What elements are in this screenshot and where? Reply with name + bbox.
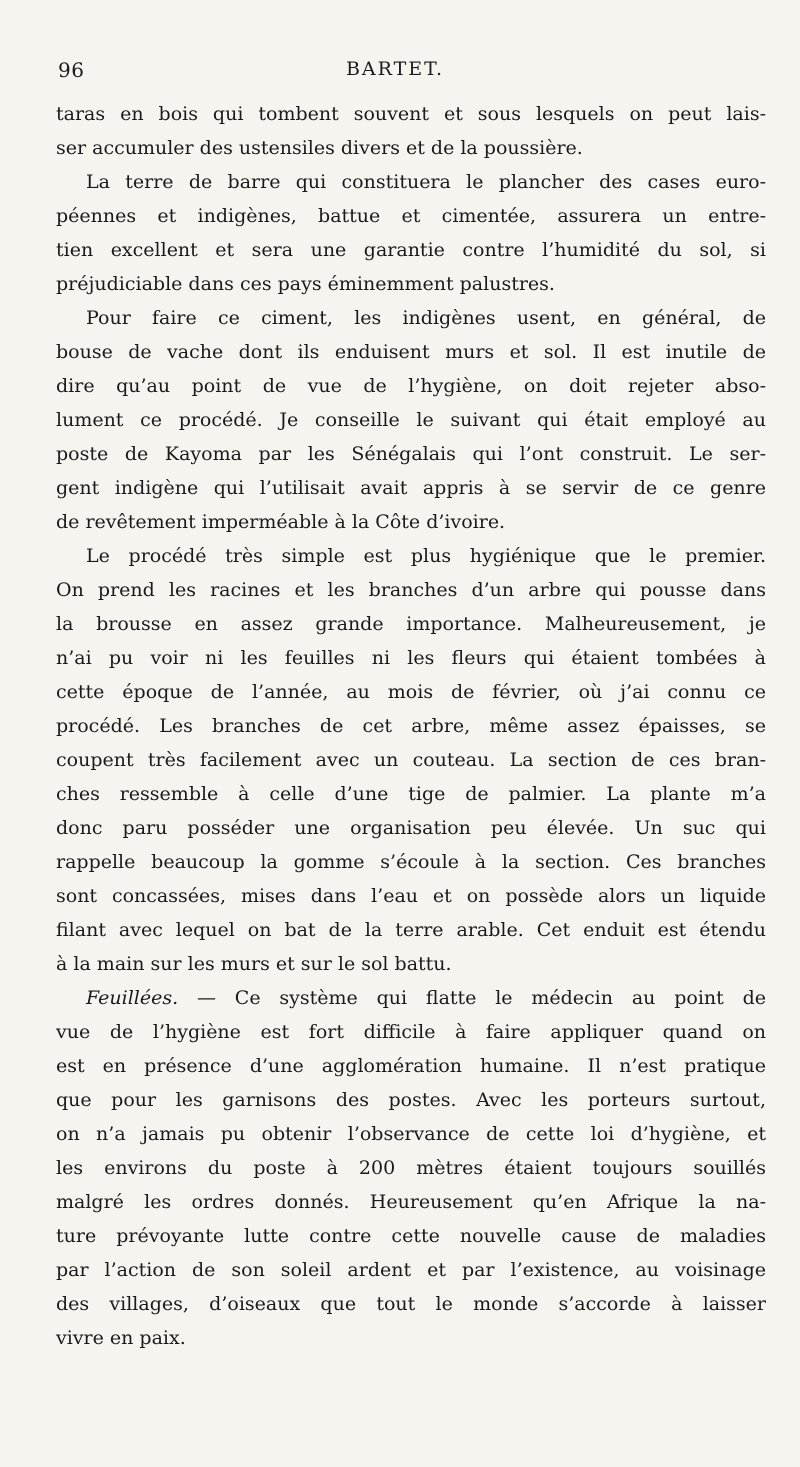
text-line	[56, 743, 766, 777]
line-text: Pour faire ce ciment, les indigènes usent, en général, de	[86, 307, 766, 329]
text-line	[56, 845, 766, 879]
text-line	[56, 1185, 766, 1219]
text-line	[56, 1287, 766, 1321]
text-line	[56, 879, 766, 913]
line-text: coupent très facilement avec un couteau. La section de ces bran-	[56, 749, 766, 771]
line-text: taras en bois qui tombent souvent et sous lesquels on peut lais-	[56, 103, 766, 125]
text-line	[56, 437, 766, 471]
text-line	[56, 131, 766, 165]
text-line	[56, 981, 766, 1015]
line-text: vue de l’hygiène est fort difficile à faire appliquer quand on	[56, 1021, 766, 1043]
line-text: à la main sur les murs et sur le sol battu.	[56, 953, 452, 975]
text-line	[56, 641, 766, 675]
paragraph	[56, 539, 766, 981]
text-line	[56, 709, 766, 743]
line-text: on n’a jamais pu obtenir l’observance de cette loi d’hygiène, et	[56, 1123, 766, 1145]
text-line	[56, 165, 766, 199]
line-text: que pour les garnisons des postes. Avec les porteurs surtout,	[56, 1089, 766, 1111]
text-line	[56, 505, 766, 539]
text-line	[56, 301, 766, 335]
line-text: est en présence d’une agglomération humaine. Il n’est pratique	[56, 1055, 766, 1077]
text-line	[56, 1117, 766, 1151]
line-text: vivre en paix.	[56, 1327, 186, 1349]
text-line	[56, 1049, 766, 1083]
line-text: filant avec lequel on bat de la terre arable. Cet enduit est étendu	[56, 919, 766, 941]
line-text: rappelle beaucoup la gomme s’écoule à la section. Ces branches	[56, 851, 766, 873]
line-text: n’ai pu voir ni les feuilles ni les fleurs qui étaient tombées à	[56, 647, 766, 669]
line-text: cette époque de l’année, au mois de février, où j’ai connu ce	[56, 681, 766, 703]
text-line	[56, 811, 766, 845]
line-text: ture prévoyante lutte contre cette nouvelle cause de maladies	[56, 1225, 766, 1247]
running-head: BARTET.	[345, 58, 445, 80]
paragraph	[56, 301, 766, 539]
page-header	[58, 58, 732, 88]
text-line	[56, 403, 766, 437]
text-line	[56, 471, 766, 505]
line-text: procédé. Les branches de cet arbre, même assez épaisses, se	[56, 715, 766, 737]
page-number: 96	[58, 58, 85, 82]
line-text: dire qu’au point de vue de l’hygiène, on doit rejeter abso-	[56, 375, 766, 397]
text-line	[56, 777, 766, 811]
line-text: bouse de vache dont ils enduisent murs et sol. Il est inutile de	[56, 341, 766, 363]
text-line	[56, 335, 766, 369]
line-text: On prend les racines et les branches d’un arbre qui pousse dans	[56, 579, 766, 601]
line-text: de revêtement imperméable à la Côte d’ivoire.	[56, 511, 506, 533]
paragraph	[56, 97, 766, 165]
line-text: péennes et indigènes, battue et cimentée, assurera un entre-	[56, 205, 766, 227]
text-line	[56, 539, 766, 573]
text-line	[56, 233, 766, 267]
text-line	[56, 267, 766, 301]
line-text: donc paru posséder une organisation peu élevée. Un suc qui	[56, 817, 766, 839]
line-text: sont concassées, mises dans l’eau et on possède alors un liquide	[56, 885, 766, 907]
text-line	[56, 913, 766, 947]
text-line	[56, 1151, 766, 1185]
line-text: gent indigène qui l’utilisait avait appris à se servir de ce genre	[56, 477, 766, 499]
text-line	[56, 675, 766, 709]
paragraph	[56, 165, 766, 301]
line-text: tien excellent et sera une garantie contre l’humidité du sol, si	[56, 239, 766, 261]
line-text: malgré les ordres donnés. Heureusement qu’en Afrique la na-	[56, 1191, 766, 1213]
line-text: Le procédé très simple est plus hygiénique que le premier.	[86, 545, 766, 567]
line-text: préjudiciable dans ces pays éminemment palustres.	[56, 273, 555, 295]
line-text: La terre de barre qui constituera le plancher des cases euro-	[86, 171, 766, 193]
text-line	[56, 607, 766, 641]
line-text: ches ressemble à celle d’une tige de palmier. La plante m’a	[56, 783, 766, 805]
text-line	[56, 1083, 766, 1117]
text-line	[56, 1321, 766, 1355]
line-text: ser accumuler des ustensiles divers et de la poussière.	[56, 137, 583, 159]
section-lead: Feuillées.	[86, 987, 179, 1009]
text-line	[56, 573, 766, 607]
text-line	[56, 369, 766, 403]
line-text: lument ce procédé. Je conseille le suivant qui était employé au	[56, 409, 766, 431]
line-text: par l’action de son soleil ardent et par l’existence, au voisinage	[56, 1259, 766, 1281]
text-line	[56, 1219, 766, 1253]
text-line	[56, 97, 766, 131]
line-text: la brousse en assez grande importance. Malheureusement, je	[56, 613, 766, 635]
line-text: les environs du poste à 200 mètres étaient toujours souillés	[56, 1157, 766, 1179]
text-line	[56, 1015, 766, 1049]
body-text	[56, 97, 766, 1355]
text-line	[56, 199, 766, 233]
line-text: des villages, d’oiseaux que tout le monde s’accorde à laisser	[56, 1293, 766, 1315]
paragraph	[56, 981, 766, 1355]
line-text: poste de Kayoma par les Sénégalais qui l’ont construit. Le ser-	[56, 443, 766, 465]
line-text: — Ce système qui flatte le médecin au point de	[178, 987, 766, 1009]
text-line	[56, 947, 766, 981]
text-line	[56, 1253, 766, 1287]
